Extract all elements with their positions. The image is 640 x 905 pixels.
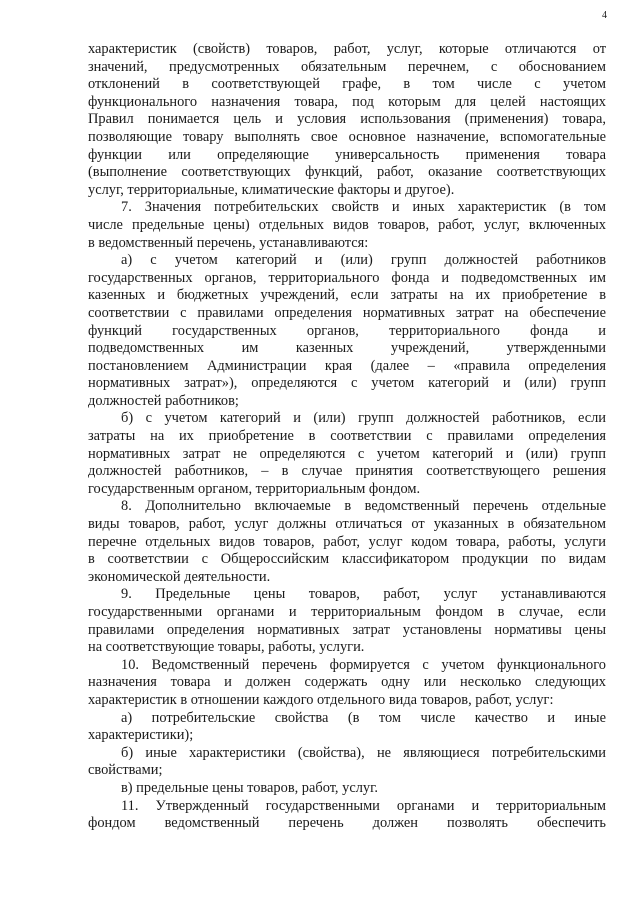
text-line: государственных органов, территориального фонда и подведомственных им — [88, 269, 606, 286]
text-line: подведомственных им казенных учреждений, утвержденными — [88, 340, 606, 357]
text-line: в соответствии с Общероссийским классификатором продукции по видам — [88, 551, 606, 568]
text-line: государственным органом, территориальным фондом. — [88, 480, 421, 497]
text-line: б) с учетом категорий и (или) групп должностей работников, если — [121, 410, 606, 427]
text-line: (выполнение соответствующих функций, работ, оказание соответствующих — [88, 164, 606, 181]
text-line: 10. Ведомственный перечень формируется с учетом функционального — [121, 656, 606, 673]
text-line: отклонений в соответствующей графе, в том числе с учетом — [88, 76, 606, 93]
text-line: позволяющие товару выполнять свое основное назначение, вспомогательные — [88, 128, 606, 145]
text-line: услуг, территориальные, климатические факторы и другое). — [88, 181, 455, 198]
text-line: соответствии с правилами определения нормативных затрат на обеспечение — [88, 304, 606, 321]
text-line: фондом ведомственный перечень должен позволять обеспечить — [88, 815, 606, 832]
text-line: должностей работников, – в случае принятия соответствующего решения — [88, 463, 606, 480]
text-line: в ведомственный перечень, устанавливаются: — [88, 234, 369, 251]
text-line: функционального назначения товара, под которым для целей настоящих — [88, 93, 606, 110]
text-line: значений, предусмотренных обязательным перечнем, с обоснованием — [88, 58, 606, 75]
text-line: постановлением Администрации края (далее – «правила определения — [88, 357, 606, 374]
text-line: экономической деятельности. — [88, 568, 271, 585]
text-line: нормативных затрат»), определяются с учетом категорий и (или) групп — [88, 375, 606, 392]
text-line: характеристик в отношении каждого отдельного вида товаров, работ, услуг: — [88, 691, 554, 708]
text-line: на соответствующие товары, работы, услуги. — [88, 639, 365, 656]
text-line: характеристик (свойств) товаров, работ, услуг, которые отличаются от — [88, 41, 606, 57]
text-line: нормативных затрат не определяются с учетом категорий и (или) групп — [88, 445, 606, 462]
text-line: характеристики); — [88, 727, 194, 744]
text-line: числе предельные цены) отдельных видов товаров, работ, услуг, включенных — [88, 216, 606, 233]
text-line: б) иные характеристики (свойства), не являющиеся потребительскими — [121, 744, 606, 761]
body-text — [88, 41, 606, 833]
text-line: 9. Предельные цены товаров, работ, услуг устанавливаются — [121, 586, 606, 603]
text-line: функции или определяющие универсальность применения товара — [88, 146, 606, 163]
text-line: должностей работников; — [88, 392, 239, 409]
text-line: 8. Дополнительно включаемые в ведомственный перечень отдельные — [121, 498, 606, 515]
text-line: казенных и бюджетных учреждений, если затраты на их приобретение в — [88, 287, 606, 304]
text-line: перечне отдельных видов товаров, работ, услуг кодом товара, работы, услуги — [88, 533, 606, 550]
text-line: Правил понимается цель и условия использования (применения) товара, — [88, 111, 606, 128]
text-line: затраты на их приобретение в соответствии с правилами определения — [88, 428, 606, 445]
page-number: 4 — [602, 10, 607, 21]
text-line: функций государственных органов, территориального фонда и — [88, 322, 606, 339]
text-line: а) с учетом категорий и (или) групп должностей работников — [121, 252, 606, 269]
text-line: 7. Значения потребительских свойств и иных характеристик (в том — [121, 199, 606, 216]
text-line: 11. Утвержденный государственными органами и территориальным — [121, 797, 606, 814]
text-line: в) предельные цены товаров, работ, услуг. — [121, 779, 378, 796]
text-line: виды товаров, работ, услуг должны отличаться от указанных в обязательном — [88, 516, 606, 533]
text-line: правилами определения нормативных затрат установлены нормативы цены — [88, 621, 606, 638]
text-line: назначения товара и должен содержать одну или несколько следующих — [88, 674, 606, 691]
text-line: а) потребительские свойства (в том числе качество и иные — [121, 709, 606, 726]
text-line: свойствами; — [88, 762, 163, 779]
text-line: государственными органами и территориальным фондом в случае, если — [88, 604, 606, 620]
